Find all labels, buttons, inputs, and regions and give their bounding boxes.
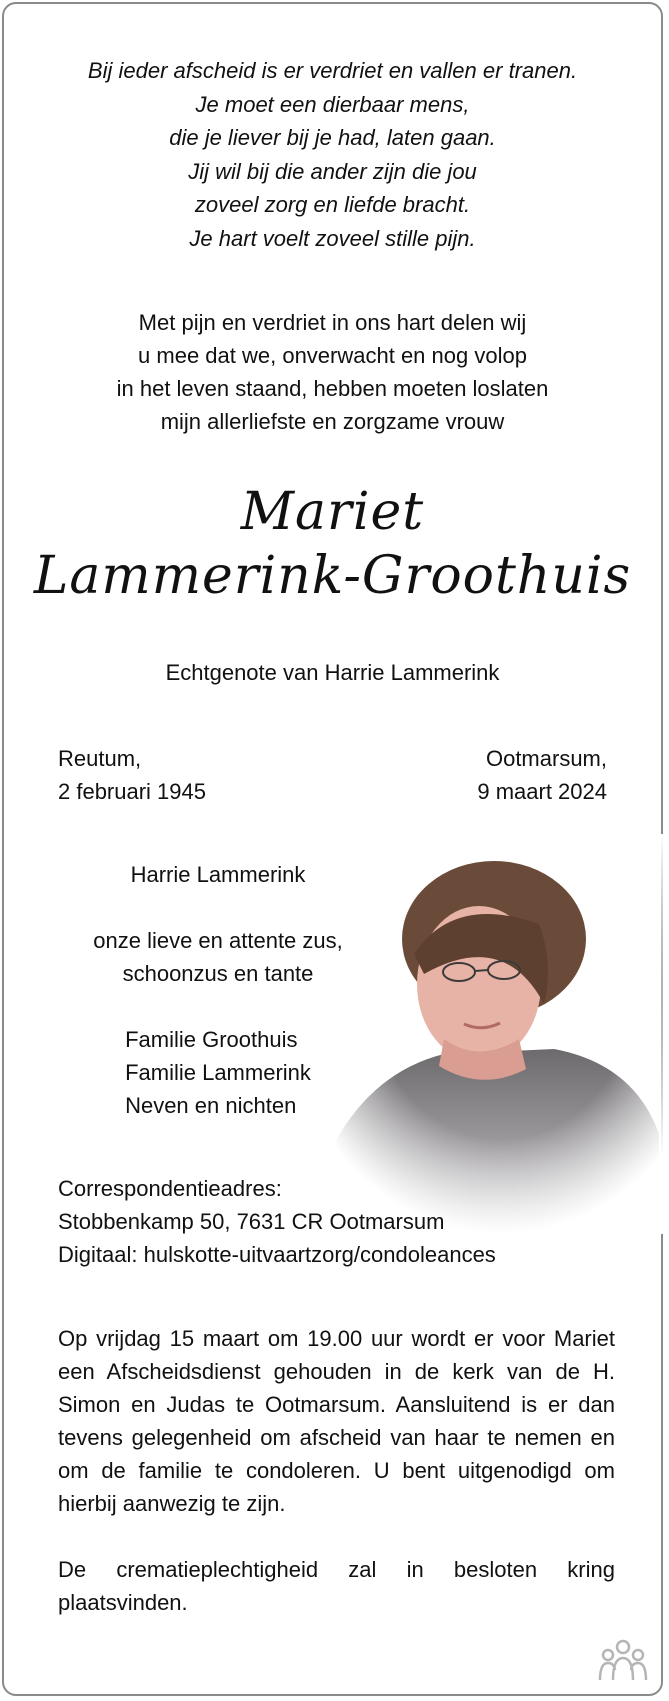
surname: Lammerink-Groothuis	[33, 546, 632, 606]
birth-place: Reutum,	[58, 746, 142, 771]
spouse-name: Harrie Lammerink	[130, 862, 306, 887]
siblings-line: onze lieve en attente zus,	[93, 928, 343, 953]
death-date: 9 maart 2024	[477, 779, 607, 804]
address-digital: Digitaal: hulskotte-uitvaartzorg/condoleances	[58, 1242, 496, 1267]
announcement-intro	[4, 306, 661, 438]
death-place: Ootmarsum,	[485, 746, 607, 771]
obituary-card	[2, 2, 663, 1696]
intro-line: Met pijn en verdriet in ons hart delen wij	[138, 310, 527, 335]
service-details	[58, 1322, 615, 1652]
family-list	[125, 1023, 311, 1122]
relation-line: Echtgenote van Harrie Lammerink	[165, 660, 500, 685]
poem-line: zoveel zorg en liefde bracht.	[194, 192, 471, 217]
poem-line: Bij ieder afscheid is er verdriet en vallen er tranen.	[87, 58, 578, 83]
family-line: Neven en nichten	[125, 1093, 297, 1118]
mourners	[58, 858, 378, 1122]
poem-line: die je liever bij je had, laten gaan.	[169, 125, 496, 150]
address-label: Correspondentieadres:	[58, 1176, 282, 1201]
poem-line: Je moet een dierbaar mens,	[195, 91, 470, 117]
intro-line: u mee dat we, onverwacht en nog volop	[138, 343, 527, 368]
family-line: Familie Groothuis	[125, 1027, 298, 1052]
poem-line: Je hart voelt zoveel stille pijn.	[189, 225, 476, 251]
intro-line: mijn allerliefste en zorgzame vrouw	[160, 409, 505, 434]
poem	[4, 54, 661, 255]
first-name: Mariet	[240, 482, 425, 542]
intro-line: in het leven staand, hebben moeten loslaten	[116, 376, 549, 401]
poem-line: Jij wil bij die ander zijn die jou	[188, 158, 477, 184]
siblings-line: schoonzus en tante	[122, 961, 314, 986]
deceased-name	[4, 480, 661, 608]
cremation-paragraph: De crematieplechtigheid zal in besloten kring plaatsvinden.	[58, 1557, 615, 1615]
correspondence-address	[58, 1172, 496, 1271]
address-street: Stobbenkamp 50, 7631 CR Ootmarsum	[58, 1209, 445, 1234]
people-group-icon	[597, 1638, 649, 1682]
service-paragraph: Op vrijdag 15 maart om 19.00 uur wordt er voor Mariet een Afscheidsdienst gehouden in de kerk van de H. Simon en Judas te Ootmarsum. Aansluitend is er dan tevens gelegenheid om afscheid van haar te nemen en om de familie te condoleren. U bent uitgenodigd om hierbij aanwezig te zijn.	[58, 1326, 615, 1516]
family-line: Familie Lammerink	[125, 1060, 311, 1085]
birth-info	[58, 742, 206, 808]
death-info	[477, 742, 607, 808]
birth-date: 2 februari 1945	[58, 779, 206, 804]
